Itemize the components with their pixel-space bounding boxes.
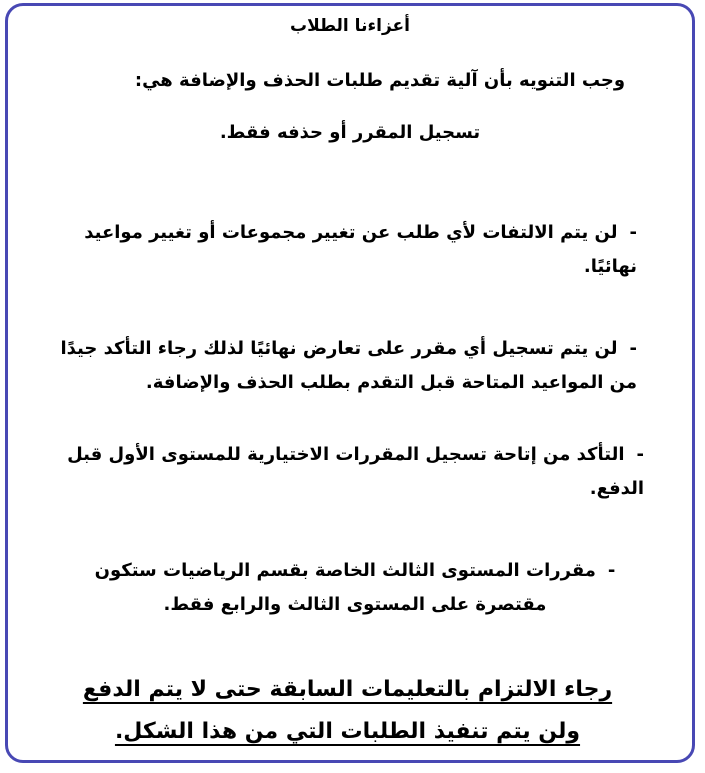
bullet-marker: -	[607, 560, 616, 581]
rule-text: لن يتم تسجيل أي مقرر على تعارض نهائيًا لذلك رجاء التأكد جيدًا من المواعيد المتاحة قبل التقدم بطلب الحذف والإضافة.	[60, 338, 637, 393]
intro-line-2: تسجيل المقرر أو حذفه فقط.	[219, 122, 481, 143]
bullet-marker: -	[636, 444, 644, 465]
rule-text: التأكد من إتاحة تسجيل المقررات الاختيارية للمستوى الأول قبل الدفع.	[67, 444, 644, 499]
greeting-heading: أعزاءنا الطلاب	[290, 16, 410, 36]
intro-line-1: وجب التنويه بأن آلية تقديم طلبات الحذف والإضافة هي:	[134, 70, 626, 91]
rule-item-no-group-change	[60, 216, 637, 284]
notice-frame	[5, 3, 695, 763]
rule-text: لن يتم الالتفات لأي طلب عن تغيير مجموعات أو تغيير مواعيد نهائيًا.	[84, 222, 637, 277]
rule-item-no-conflict	[60, 332, 637, 400]
rule-item-electives	[66, 438, 644, 506]
bullet-marker: -	[629, 222, 637, 243]
bullet-marker: -	[629, 338, 637, 359]
closing-notice: رجاء الالتزام بالتعليمات السابقة حتى لا يتم الدفع ولن يتم تنفيذ الطلبات التي من هذا الشكل.	[82, 677, 613, 744]
rule-item-math-level-three	[88, 554, 622, 622]
rule-text: مقررات المستوى الثالث الخاصة بقسم الرياضيات ستكون مقتصرة على المستوى الثالث والرابع فقط.	[94, 560, 596, 615]
